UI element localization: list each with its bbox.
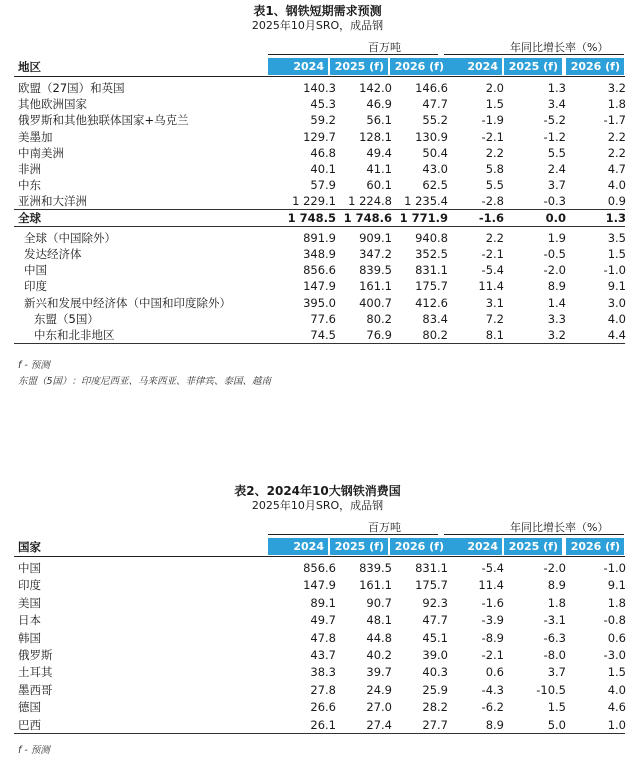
table1-row-value: 2.0: [485, 81, 504, 95]
table2-row-value: 28.2: [422, 700, 448, 715]
table1-row-value: 77.6: [310, 311, 336, 326]
table2-row-label: 中国: [18, 561, 41, 575]
table1-row-value: 60.1: [366, 178, 392, 193]
table1-row-value: 50.4: [422, 145, 448, 160]
table2-row-value: 5.0: [547, 717, 566, 732]
table1-row-value: 1.3: [605, 210, 626, 225]
table1-row-value: 46.8: [310, 145, 336, 160]
table1-row-value: 395.0: [303, 295, 336, 310]
table2-row: [14, 595, 625, 611]
table1-row-label: 全球: [18, 210, 41, 225]
table1-row-value: 47.7: [422, 97, 448, 112]
table2-row-value: -1.0: [603, 561, 626, 575]
table1-row: [14, 262, 625, 278]
table1-row-value: 140.3: [303, 81, 336, 95]
table2-row-label: 德国: [18, 700, 41, 715]
table2-row-value: 26.1: [310, 717, 336, 732]
table1-row-value: 352.5: [415, 247, 448, 261]
table2-row: [14, 612, 625, 628]
table1-row: [14, 246, 625, 262]
table2-header-cell: 2026 (f): [566, 538, 624, 555]
table2-row-value: -3.1: [543, 613, 566, 628]
table1-row: [14, 177, 625, 193]
table1-row-value: 0.0: [545, 210, 566, 225]
table1-row-value: 5.5: [547, 145, 566, 160]
table2-row-value: 147.9: [303, 578, 336, 593]
table2-header-rule: [14, 556, 625, 557]
table2-row-value: 4.0: [607, 682, 626, 697]
table1-row-value: 348.9: [303, 247, 336, 261]
table1-row-value: 891.9: [303, 230, 336, 245]
table1-row: [14, 210, 625, 227]
table1-row-value: 4.4: [607, 328, 626, 342]
table1-row-value: 4.7: [607, 162, 626, 176]
table1-row-value: 161.1: [359, 279, 392, 294]
table1-row-value: 1 748.5: [287, 210, 336, 225]
table1-row: [14, 193, 625, 210]
table2-row-value: 161.1: [359, 578, 392, 593]
table1-row-value: -5.2: [543, 113, 566, 128]
table1-row: [14, 295, 625, 311]
table1-title: 表1、钢铁短期需求预测: [253, 4, 382, 18]
table2-row: [14, 664, 625, 680]
table1-unit-right: 年同比增长率（%）: [510, 41, 609, 54]
table1-unit-rule-right: [444, 54, 624, 55]
table1-row-value: 83.4: [422, 311, 448, 326]
table1-header-cell: 2024: [444, 58, 502, 75]
table1-row-label: 中东: [18, 178, 41, 193]
table1-row-value: 80.2: [366, 311, 392, 326]
table2-row-value: 40.2: [366, 648, 392, 662]
table2-header-cell: 2025 (f): [330, 538, 388, 555]
table1-row: [14, 311, 625, 327]
table2-row-value: -4.3: [481, 682, 504, 697]
table2-row-value: 27.0: [366, 700, 392, 715]
table2-row-value: -8.9: [481, 630, 504, 645]
table2-row-value: 27.8: [310, 682, 336, 697]
table1-row-value: 1.9: [547, 230, 566, 245]
table1-row-value: 1 235.4: [404, 194, 448, 209]
table2-row-value: -1.6: [481, 595, 504, 610]
table2-unit-rule-right: [444, 534, 624, 535]
table1-row-value: 74.5: [310, 328, 336, 342]
table1-row-label: 中东和北非地区: [34, 328, 115, 342]
table1-row: [14, 112, 625, 128]
table1-row-value: 940.8: [415, 230, 448, 245]
table1-row-label: 其他欧洲国家: [18, 97, 87, 112]
table1-note-asean: 东盟（5国）：印度尼西亚、马来西亚、菲律宾、泰国、越南: [18, 376, 272, 388]
table2-row-value: 43.7: [310, 648, 336, 662]
table1-row-value: 43.0: [422, 162, 448, 176]
table1-row-value: 8.9: [547, 279, 566, 294]
table1-row-value: 80.2: [422, 328, 448, 342]
table1-row-value: 1.3: [547, 81, 566, 95]
table1-row-label: 新兴和发展中经济体（中国和印度除外）: [24, 295, 231, 310]
table1-row-label: 发达经济体: [24, 247, 82, 261]
table2-row-value: 24.9: [366, 682, 392, 697]
table1-row-label: 俄罗斯和其他独联体国家+乌克兰: [18, 113, 189, 128]
table2-row-value: 27.4: [366, 717, 392, 732]
table2-row-label: 印度: [18, 578, 41, 593]
table1-row-value: 40.1: [310, 162, 336, 176]
table1-row-label: 中南美洲: [18, 145, 64, 160]
table2-row-label: 土耳其: [18, 665, 53, 680]
table1-row-value: 128.1: [359, 129, 392, 144]
table1-row-value: 3.0: [607, 295, 626, 310]
table1-row-value: 3.7: [547, 178, 566, 193]
table1-row-value: 57.9: [310, 178, 336, 193]
table2-row: [14, 630, 625, 646]
table2-row-value: 175.7: [415, 578, 448, 593]
table2-row-value: -10.5: [536, 682, 566, 697]
table1-row-value: -1.0: [603, 263, 626, 278]
table1-row-value: -2.1: [481, 247, 504, 261]
table2-row-value: 8.9: [547, 578, 566, 593]
table1-row-value: 3.2: [547, 328, 566, 342]
table2-row-value: -5.4: [481, 561, 504, 575]
table1-row-value: 412.6: [415, 295, 448, 310]
table2-row-value: -3.0: [603, 648, 626, 662]
table1-row-value: 3.2: [607, 81, 626, 95]
table2-header-cell: 2026 (f): [390, 538, 448, 555]
table2-row-value: -0.8: [603, 613, 626, 628]
table1-row-label: 非洲: [18, 162, 41, 176]
table1-unit-left: 百万吨: [368, 41, 401, 54]
table1-row-value: 46.9: [366, 97, 392, 112]
table1-row-value: -1.6: [478, 210, 504, 225]
table1-row-value: -2.8: [481, 194, 504, 209]
table1-row-value: -0.5: [543, 247, 566, 261]
table1-row-value: 5.8: [485, 162, 504, 176]
table1-row-value: 4.0: [607, 311, 626, 326]
table2-row: [14, 647, 625, 663]
table2-row-value: 39.0: [422, 648, 448, 662]
table2-row-value: 26.6: [310, 700, 336, 715]
table2-row-value: -2.1: [481, 648, 504, 662]
table1-row: [14, 278, 625, 294]
table1-row-value: 2.2: [607, 145, 626, 160]
table2-row-value: 27.7: [422, 717, 448, 732]
table1-note-forecast: f - 预测: [18, 360, 50, 372]
table1-row: [14, 327, 625, 344]
table1-row-value: 9.1: [607, 279, 626, 294]
table2-row-value: -6.3: [543, 630, 566, 645]
table1-row-value: 45.3: [310, 97, 336, 112]
table1-row-value: 41.1: [366, 162, 392, 176]
table2-row-value: 1.8: [547, 595, 566, 610]
table2-row: [14, 699, 625, 715]
table1-row-value: 856.6: [303, 263, 336, 278]
table2-row-value: 856.6: [303, 561, 336, 575]
table1-row-value: 8.1: [485, 328, 504, 342]
table1-row-value: 55.2: [422, 113, 448, 128]
table2-note-forecast: f - 预测: [18, 745, 50, 756]
table1-row: [14, 161, 625, 177]
table1-row-label: 东盟（5国）: [34, 311, 99, 326]
table2-row-value: 38.3: [310, 665, 336, 680]
table1-row-value: 1.5: [607, 247, 626, 261]
table1-row: [14, 80, 625, 96]
table1-row-value: 5.5: [485, 178, 504, 193]
table2-row-value: 1.0: [607, 717, 626, 732]
table2-row-value: 39.7: [366, 665, 392, 680]
table1-row-value: 0.9: [607, 194, 626, 209]
table1-row-value: 831.1: [415, 263, 448, 278]
table1-row-value: 2.2: [485, 145, 504, 160]
table2-row-value: 47.8: [310, 630, 336, 645]
table1-row-value: -1.2: [543, 129, 566, 144]
table2-row: [14, 717, 625, 734]
table1-row-value: 2.2: [485, 230, 504, 245]
table2-row-value: 1.5: [547, 700, 566, 715]
table1-row-value: -1.9: [481, 113, 504, 128]
table2-unit-rule-left: [268, 534, 438, 535]
table2-row-value: 8.9: [485, 717, 504, 732]
table1-row-label: 欧盟（27国）和英国: [18, 81, 125, 95]
table1-row-label: 美墨加: [18, 129, 53, 144]
table2-row: [14, 560, 625, 576]
table1-row-value: 11.4: [478, 279, 504, 294]
table2-row-value: -6.2: [481, 700, 504, 715]
table2-row-value: 49.7: [310, 613, 336, 628]
table2-header-cell: 2024: [268, 538, 328, 555]
table1-row-value: 129.7: [303, 129, 336, 144]
table1-row-value: 1.5: [485, 97, 504, 112]
table2-subtitle: 2025年10月SRO，成品钢: [251, 499, 384, 512]
table1-row: [14, 129, 625, 145]
table1-row-value: 62.5: [422, 178, 448, 193]
table1-row-value: -1.7: [603, 113, 626, 128]
table1-row-label: 亚洲和大洋洲: [18, 194, 87, 209]
table2-column-label: 国家: [18, 540, 41, 554]
table2-row-value: 11.4: [478, 578, 504, 593]
table1-row-value: -5.4: [481, 263, 504, 278]
table2-header-cell: 2024: [444, 538, 502, 555]
table2-row-label: 巴西: [18, 717, 41, 732]
table1-row-value: 1 229.1: [292, 194, 336, 209]
table1-row: [14, 145, 625, 161]
table2-row-value: 0.6: [485, 665, 504, 680]
table1-row-value: 2.4: [547, 162, 566, 176]
table1-row-value: 146.6: [415, 81, 448, 95]
table1-row-value: 2.2: [607, 129, 626, 144]
table1-row-value: 7.2: [485, 311, 504, 326]
table2-row-value: 47.7: [422, 613, 448, 628]
table1-row-label: 印度: [24, 279, 47, 294]
table2-row-value: 92.3: [422, 595, 448, 610]
table2-row-value: 9.1: [607, 578, 626, 593]
table1-row-value: 1 771.9: [399, 210, 448, 225]
table2-row-value: -8.0: [543, 648, 566, 662]
table1-subtitle: 2025年10月SRO，成品钢: [251, 19, 384, 32]
table1-row-value: 56.1: [366, 113, 392, 128]
table2-header-cell: 2025 (f): [504, 538, 562, 555]
table2-unit-left: 百万吨: [368, 521, 401, 534]
table2-row-label: 墨西哥: [18, 682, 53, 697]
table2-row-value: 0.6: [607, 630, 626, 645]
table2-row-value: 44.8: [366, 630, 392, 645]
table1-row-value: 147.9: [303, 279, 336, 294]
table1-header-cell: 2026 (f): [390, 58, 448, 75]
table2-row-label: 美国: [18, 595, 41, 610]
table1-header-rule: [14, 76, 625, 77]
table2-row-value: 839.5: [359, 561, 392, 575]
table1-row-value: 76.9: [366, 328, 392, 342]
table1-row-value: 1 224.8: [348, 194, 392, 209]
table1-row-value: 839.5: [359, 263, 392, 278]
table1-row-value: 175.7: [415, 279, 448, 294]
table1-header-cell: 2024: [268, 58, 328, 75]
table1-row-value: 4.0: [607, 178, 626, 193]
table1-row-value: 142.0: [359, 81, 392, 95]
table1-header-cell: 2025 (f): [330, 58, 388, 75]
table1-row-value: 3.5: [607, 230, 626, 245]
table2-row-value: 45.1: [422, 630, 448, 645]
table2-row-value: 89.1: [310, 595, 336, 610]
table2-row-value: 48.1: [366, 613, 392, 628]
table2-row-label: 俄罗斯: [18, 648, 53, 662]
table1-row-value: 909.1: [359, 230, 392, 245]
table2-row-value: -3.9: [481, 613, 504, 628]
table2-row-label: 韩国: [18, 630, 41, 645]
table1-row-value: 1.8: [607, 97, 626, 112]
table2-row-value: 831.1: [415, 561, 448, 575]
table1-row-label: 全球（中国除外）: [24, 230, 116, 245]
table2-row-value: 4.6: [607, 700, 626, 715]
table2-row-value: 90.7: [366, 595, 392, 610]
table1-row: [14, 96, 625, 112]
table2-title: 表2、2024年10大钢铁消费国: [234, 484, 401, 498]
table1-header-cell: 2025 (f): [504, 58, 562, 75]
table1-row-value: -2.1: [481, 129, 504, 144]
table2-row-value: 25.9: [422, 682, 448, 697]
table2-row-value: 1.8: [607, 595, 626, 610]
table2-row: [14, 682, 625, 698]
table1-row-label: 中国: [24, 263, 47, 278]
table2-row-value: 1.5: [607, 665, 626, 680]
table2-row-value: -2.0: [543, 561, 566, 575]
table1-row-value: 1.4: [547, 295, 566, 310]
table1-unit-rule-left: [268, 54, 438, 55]
table1-row-value: 49.4: [366, 145, 392, 160]
table1-row-value: 3.3: [547, 311, 566, 326]
table2-row-label: 日本: [18, 613, 41, 628]
table1-column-label: 地区: [18, 60, 41, 74]
table2-row: [14, 577, 625, 593]
table1-row-value: 59.2: [310, 113, 336, 128]
table2-row-value: 3.7: [547, 665, 566, 680]
table1-row-value: 1 748.6: [343, 210, 392, 225]
table1-row-value: -0.3: [543, 194, 566, 209]
table2-row-value: 40.3: [422, 665, 448, 680]
table1-row-value: -2.0: [543, 263, 566, 278]
table1-row-value: 3.1: [485, 295, 504, 310]
table1-row: [14, 230, 625, 246]
table1-row-value: 3.4: [547, 97, 566, 112]
table1-row-value: 400.7: [359, 295, 392, 310]
table1-header-cell: 2026 (f): [566, 58, 624, 75]
table1-row-value: 130.9: [415, 129, 448, 144]
table2-unit-right: 年同比增长率（%）: [510, 521, 609, 534]
table1-row-value: 347.2: [359, 247, 392, 261]
